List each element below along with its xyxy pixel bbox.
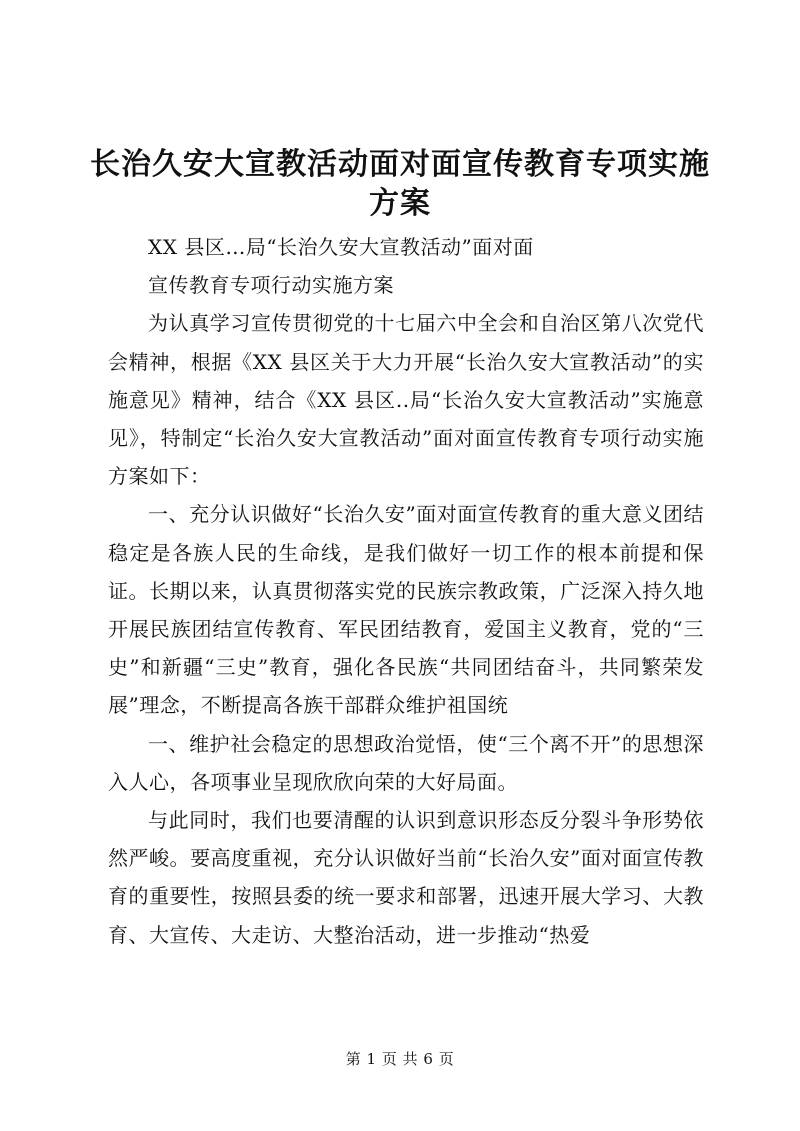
- body-paragraph: 为认真学习宣传贯彻党的十七届六中全会和自治区第八次党代会精神，根据《XX 县区关于大力开展“长治久安大宣教活动”的实施意见》精神，结合《XX 县区..局“长治久安大宣教活动”实施意见》，特制定“长治久安大宣教活动”面对面宣传教育专项行动实施方案如下：: [108, 311, 704, 489]
- page-footer: 第 1 页 共 6 页: [345, 1050, 455, 1068]
- body-paragraph: 宣传教育专项行动实施方案: [148, 273, 394, 298]
- body-paragraph: XX 县区…局“长治久安大宣教活动”面对面: [148, 235, 534, 259]
- document-title-line-2: 方案: [369, 186, 431, 221]
- body-paragraph: 一、充分认识做好“长治久安”面对面宣传教育的重大意义团结稳定是各族人民的生命线，是我们做好一切工作的根本前提和保证。长期以来，认真贯彻落实党的民族宗教政策，广泛深入持久地开展民族团结宣传教育、军民团结教育，爱国主义教育，党的“三史”和新疆“三史”教育，强化各民族“共同团结奋斗，共同繁荣发展”理念，不断提高各族干部群众维护祖国统: [108, 502, 704, 718]
- body-paragraph: 一、维护社会稳定的思想政治觉悟，使“三个离不开”的思想深入人心，各项事业呈现欣欣向荣的大好局面。: [108, 731, 704, 794]
- document-title-line-1: 长治久安大宣教活动面对面宣传教育专项实施: [90, 147, 710, 182]
- body-paragraph: 与此同时，我们也要清醒的认识到意识形态反分裂斗争形势依然严峻。要高度重视，充分认识做好当前“长治久安”面对面宣传教育的重要性，按照县委的统一要求和部署，迅速开展大学习、大教育、大宣传、大走访、大整治活动，进一步推动“热爱: [108, 808, 704, 947]
- document-body: [108, 228, 704, 954]
